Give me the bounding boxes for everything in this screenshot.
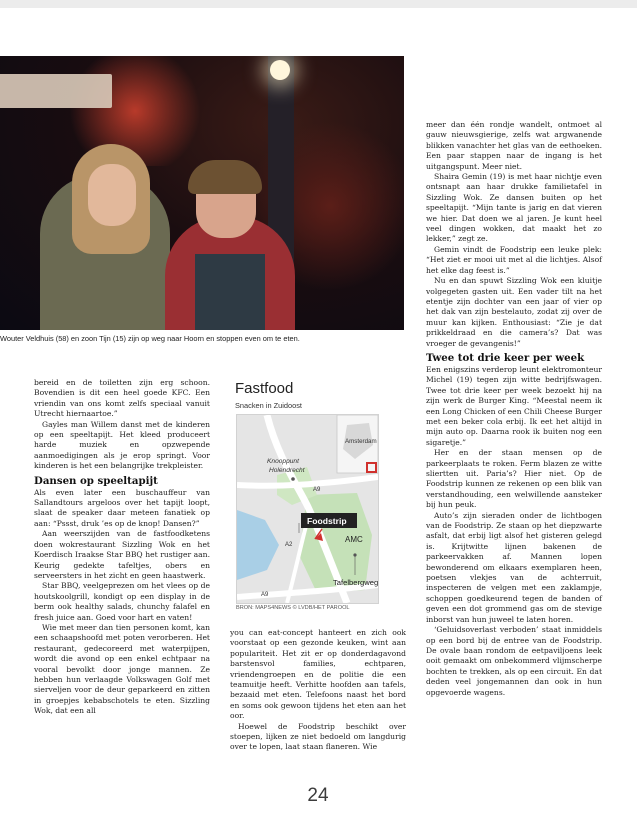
- page-number: 24: [307, 785, 329, 806]
- article-column-left: [34, 378, 210, 717]
- map-label-a2: A2: [285, 542, 293, 548]
- map-title: Fastfood: [235, 380, 294, 397]
- article-column-middle: [230, 628, 406, 753]
- restaurant-sign: [0, 74, 112, 108]
- paragraph: ‘Geluidsoverlast verboden’ staat inmiddels op een bord bij de entree van de Foodstrip. De ovale baan rondom de eetpaviljoens leek ooit gemaakt om onbekommerd vlijmscherpe bochten te trekken, als op een circuit. En dat deden veel jongemannen dan ook in hun opgevoerde wagens.: [426, 625, 602, 697]
- paragraph: Nu en dan spuwt Sizzling Wok een kluitje volgegeten gasten uit. Een vader tilt na het etentje zijn dochter van een jaar of vier op het dak van zijn bestelauto, zodat zij over de muur kan kijken. Enthousiast: “Zie je dat prikkeldraad en die camera’s? Dat was vroeger de gevangenis!”: [426, 276, 602, 348]
- paragraph: Gayles man Willem danst met de kinderen op een speeltapijt. Het kleed produceert harde muziek en opzwepende aanmoedigingen als je erop springt. Voor kinderen is het een belangrijke trekpleister.: [34, 419, 210, 471]
- paragraph: Wie met meer dan tien personen komt, kan een schaapshoofd met poten verorberen. Het restaurant, gedecoreerd met waterpijpen, wordt die avond op een enkel echtpaar na vooral bevolkt door jonge mannen. Ze hebben hun verlaagde Volkswagen Golf met sierveljen voor de deur geparkeerd en zitten in groepjes kebabschotels te eten. Sizzling Wok, dat een all: [34, 622, 210, 716]
- paragraph: Shaira Gemin (19) is met haar nichtje even ontsnapt aan haar drukke familietafel in Sizzling Wok. Ze dansen buiten op het speeltapijt. “Mijn tante is jarig en dat vieren we hier. Dat doen we al jaren. Je kunt heel veel dingen wokken, dat maakt het zo lekker,” zegt ze.: [426, 172, 602, 244]
- map-label-tafelbergweg: Tafelbergweg: [333, 578, 378, 587]
- paragraph: you can eat-concept hanteert en zich ook voorstaat op een gezonde keuken, wint aan populariteit. Het zit er op donderdagavond barstensvol families, echtparen, vriendengroepen en de politie die een teamuitje heeft. Verhitte hoofden aan tafels, bezaaid met eten. Telefoons naast het bord en soms ook gewoon tijdens het eten aan het oor.: [230, 628, 406, 721]
- map-source: BRON: MAPS4NEWS © LVDB/HET PAROOL: [236, 605, 350, 611]
- map-label-knooppunt: Knooppunt: [267, 458, 299, 465]
- top-bar: [0, 0, 637, 8]
- article-column-right: [426, 120, 602, 698]
- subheading: Twee tot drie keer per week: [426, 351, 585, 364]
- map-label-foodstrip: Foodstrip: [307, 516, 347, 526]
- paragraph: Hoewel de Foodstrip beschikt over stoepen, lijken ze niet bedoeld om langdurig over te lopen, laat staan flaneren. Wie: [230, 721, 406, 752]
- paragraph: meer dan één rondje wandelt, ontmoet al gauw nieuwsgierige, zelfs wat argwanende blikken vanachter het glas van de eethoeken. Een paar stappen naar de ingang is het uitgangspunt. Meer niet.: [426, 120, 602, 171]
- map-label-a9-bottom: A9: [261, 592, 269, 598]
- paragraph: Een enigszins verderop leunt elektromonteur Michel (19) tegen zijn witte bedrijfswagen. Twee tot drie keer per week bezoekt hij na zijn werk de Burger King. “Meestal neem ik een Long Chicken of een Chili Cheese Burger met een beker cola erbij. Ik eet het altijd in mijn auto op. Daarna rook ik buiten nog een sigaretje.”: [426, 364, 602, 447]
- photo-caption: Wouter Veldhuis (58) en zoon Tijn (15) zijn op weg naar Hoorn en stoppen even om te eten.: [0, 334, 300, 343]
- paragraph: Auto’s zijn sieraden onder de lichtbogen van de Foodstrip. Ze staan op het diepzwarte asfalt, dat erbij ligt alsof het gisteren gelegd is. Krijtwitte lijnen bakenen de parkeervakken af. Mannen lopen bewonderend om elkaars exemplaren heen, poetsen vlekjes van de achterruit, inspecteren de velgen met een zaklampje, schoppen goedkeurend tegen de banden of geven een dot grommend gas om de stevige inborst van hun juweel te laten horen.: [426, 510, 602, 624]
- paragraph: Star BBQ, veelgeprezen om het vlees op de houtskoolgrill, kondigt op een display in de berm ook healthy salads, chunchy falafel en fresh juice aan. Goed voor hart en vaten!: [34, 581, 210, 622]
- map-label-amsterdam: Amsterdam: [345, 438, 377, 445]
- map-label-a9-top: A9: [313, 487, 321, 493]
- paragraph: Her en der staan mensen op de parkeerplaats te roken. Ferm blazen ze witte sliertten uit. Paria’s? Hier niet. Op de Foodstrip kunnen ze rekenen op een blik van verstandhouding, een welwillende aansteker bij hun peuk.: [426, 448, 602, 510]
- paragraph: Gemin vindt de Foodstrip een leuke plek: “Het ziet er mooi uit met al die lichtjes. Alsof het elke dag feest is.”: [426, 244, 602, 275]
- map-subtitle: Snacken in Zuidoost: [235, 401, 302, 410]
- fastfood-map: [233, 380, 403, 612]
- map-label-amc: AMC: [345, 535, 363, 544]
- subheading: Dansen op speeltapijt: [34, 474, 158, 487]
- paragraph: bereid en de toiletten zijn erg schoon. Bovendien is dit een heel goede KFC. Een vriendin van ons komt zelfs speciaal vanuit Utrecht hiernaartoe.”: [34, 378, 210, 419]
- map-label-holendrecht: Holendrecht: [269, 467, 305, 474]
- map-area: [236, 414, 379, 604]
- paragraph: Als even later een buschauffeur van Sallandtours argeloos over het tapijt loopt, slaat de speaker daar meteen fanatiek op aan: “Pssst, druk ’es op de knop! Dansen?”: [34, 487, 210, 528]
- paragraph: Aan weerszijden van de fastfoodketens doen wokrestaurant Sizzling Wok en het Koerdisch Iraakse Star BBQ het rustiger aan. Keurig gedekte tafeltjes, obers en serveersters in het zicht en geen haastwerk.: [34, 529, 210, 580]
- article-photo: [0, 56, 404, 330]
- map-graphic: [237, 415, 378, 603]
